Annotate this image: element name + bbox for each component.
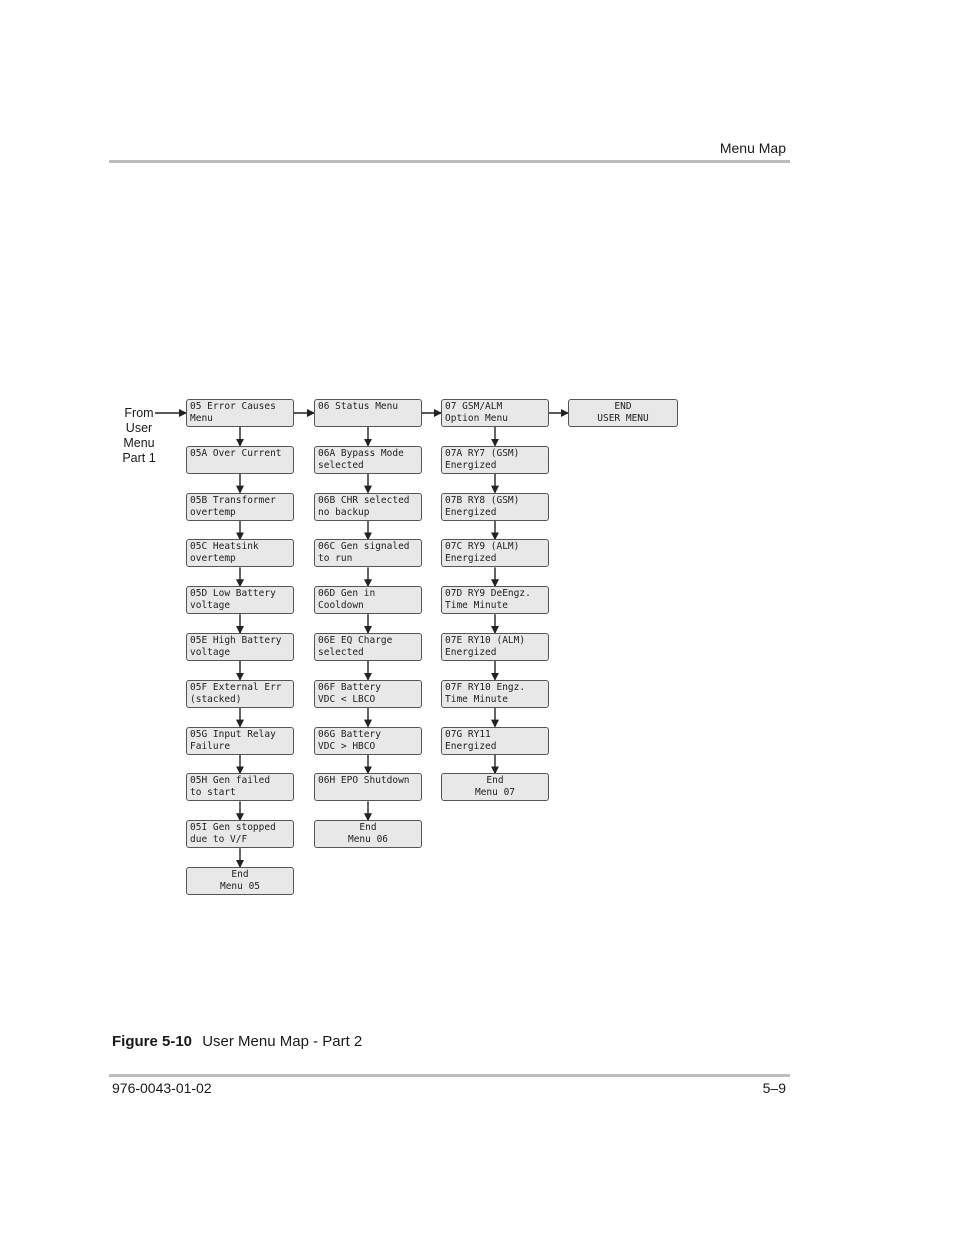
menu-item-line: Menu 06 xyxy=(347,834,389,846)
menu-item-line: 05D Low Battery xyxy=(190,588,276,600)
menu-item-line: VDC < LBCO xyxy=(318,693,376,705)
menu-item-line: overtemp xyxy=(190,506,236,518)
menu-item-box xyxy=(186,727,294,755)
menu-item-line: Energized xyxy=(445,459,497,471)
menu-item-box xyxy=(441,680,549,708)
menu-item-line: 05B Transformer xyxy=(190,494,276,506)
menu-item-line: Energized xyxy=(445,647,497,658)
menu-item-line xyxy=(190,460,290,472)
menu-item-line xyxy=(318,787,418,799)
menu-item-line: 06D Gen in xyxy=(318,588,376,600)
from-label-line: Menu xyxy=(123,436,155,450)
menu-item-line: 05F External Err xyxy=(190,681,282,693)
menu-item-box xyxy=(314,539,422,567)
menu-item-box xyxy=(441,773,549,801)
menu-item-box xyxy=(186,539,294,567)
document-number: 976-0043-01-02 xyxy=(112,1080,212,1096)
from-label-line: User xyxy=(125,421,153,435)
menu-item-box xyxy=(441,586,549,614)
menu-item-line: Time Minute xyxy=(445,693,508,705)
menu-item-line: 05E High Battery xyxy=(190,635,282,646)
menu-item-line: 07F RY10 Engz. xyxy=(445,681,526,693)
figure-label: Figure 5-10 xyxy=(112,1033,193,1050)
menu-item-line: END xyxy=(614,401,632,412)
page-number: 5–9 xyxy=(762,1080,786,1096)
menu-item-box xyxy=(441,446,549,474)
menu-item-line: 06 Status Menu xyxy=(318,401,399,412)
footer-rule xyxy=(109,1074,790,1077)
menu-item-line: (stacked) xyxy=(190,693,242,705)
menu-item-line: 06B CHR selected xyxy=(318,494,410,506)
menu-item-line: due to V/F xyxy=(190,834,248,846)
menu-item-box xyxy=(314,773,422,801)
menu-item-line: Energized xyxy=(445,740,497,752)
menu-item-line: 05 Error Causes xyxy=(190,401,276,412)
menu-item-box xyxy=(314,727,422,755)
menu-item-line: Energized xyxy=(445,553,497,565)
menu-item-line: selected xyxy=(318,459,364,471)
from-label-line: Part 1 xyxy=(122,451,156,465)
figure-title: User Menu Map - Part 2 xyxy=(202,1033,363,1050)
menu-item-box xyxy=(186,446,294,474)
menu-item-box xyxy=(186,493,294,521)
menu-item-line: Energized xyxy=(445,506,497,518)
menu-item-line: 07 GSM/ALM xyxy=(445,401,503,412)
menu-item-box xyxy=(441,493,549,521)
menu-item-line xyxy=(318,413,418,425)
menu-item-line: 06E EQ Charge xyxy=(318,635,393,646)
menu-item-box xyxy=(186,586,294,614)
menu-item-line: to run xyxy=(318,553,353,565)
menu-item-box xyxy=(186,867,294,895)
menu-item-box xyxy=(186,680,294,708)
menu-item-line: End xyxy=(486,775,504,787)
menu-item-line: 05H Gen failed xyxy=(190,775,271,787)
menu-item-line: USER MENU xyxy=(597,413,649,424)
menu-item-box xyxy=(568,399,678,427)
menu-item-box xyxy=(314,633,422,661)
menu-item-box xyxy=(314,586,422,614)
menu-item-line: to start xyxy=(190,787,236,799)
menu-item-line: 06G Battery xyxy=(318,728,381,740)
menu-item-box xyxy=(314,820,422,848)
menu-item-line: Time Minute xyxy=(445,600,508,612)
menu-item-line: 07B RY8 (GSM) xyxy=(445,494,520,506)
menu-item-box xyxy=(314,399,422,427)
menu-item-line: Cooldown xyxy=(318,600,364,612)
menu-item-line: selected xyxy=(318,647,364,658)
menu-item-line: 07G RY11 xyxy=(445,728,491,740)
running-header: Menu Map xyxy=(719,140,786,156)
menu-item-line: 06C Gen signaled xyxy=(318,541,410,553)
menu-item-line: Menu 05 xyxy=(219,881,261,892)
menu-item-line: End xyxy=(359,822,377,834)
menu-item-box xyxy=(441,539,549,567)
menu-item-line: End xyxy=(231,869,249,880)
menu-item-box xyxy=(186,773,294,801)
from-label-line: From xyxy=(124,406,154,420)
menu-item-line: 07D RY9 DeEngz. xyxy=(445,588,531,600)
menu-item-line: no backup xyxy=(318,506,370,518)
menu-item-line: voltage xyxy=(190,647,231,658)
menu-item-box xyxy=(186,633,294,661)
menu-item-line: VDC > HBCO xyxy=(318,740,376,752)
menu-item-line: overtemp xyxy=(190,553,236,565)
menu-item-box xyxy=(441,727,549,755)
menu-item-box xyxy=(314,446,422,474)
menu-item-line: 05A Over Current xyxy=(190,447,282,459)
menu-item-line: 07C RY9 (ALM) xyxy=(445,541,520,553)
menu-item-line: 07E RY10 (ALM) xyxy=(445,635,526,646)
figure-caption xyxy=(112,1033,362,1050)
menu-item-line: Failure xyxy=(190,740,231,752)
menu-item-line: 05G Input Relay xyxy=(190,728,276,740)
menu-item-line: 06H EPO Shutdown xyxy=(318,775,410,787)
menu-item-box xyxy=(186,820,294,848)
menu-item-line: 06A Bypass Mode xyxy=(318,447,404,459)
menu-item-line: Menu xyxy=(190,413,213,424)
menu-item-line: Option Menu xyxy=(445,413,508,424)
menu-item-line: 06F Battery xyxy=(318,681,381,693)
menu-item-line: 05C Heatsink xyxy=(190,541,259,553)
menu-item-box xyxy=(441,633,549,661)
menu-item-line: Menu 07 xyxy=(474,787,516,799)
menu-item-box xyxy=(441,399,549,427)
menu-item-box xyxy=(314,493,422,521)
menu-item-line: 07A RY7 (GSM) xyxy=(445,447,520,459)
menu-item-box xyxy=(186,399,294,427)
menu-item-line: 05I Gen stopped xyxy=(190,822,276,834)
menu-item-box xyxy=(314,680,422,708)
menu-item-line: voltage xyxy=(190,600,231,612)
